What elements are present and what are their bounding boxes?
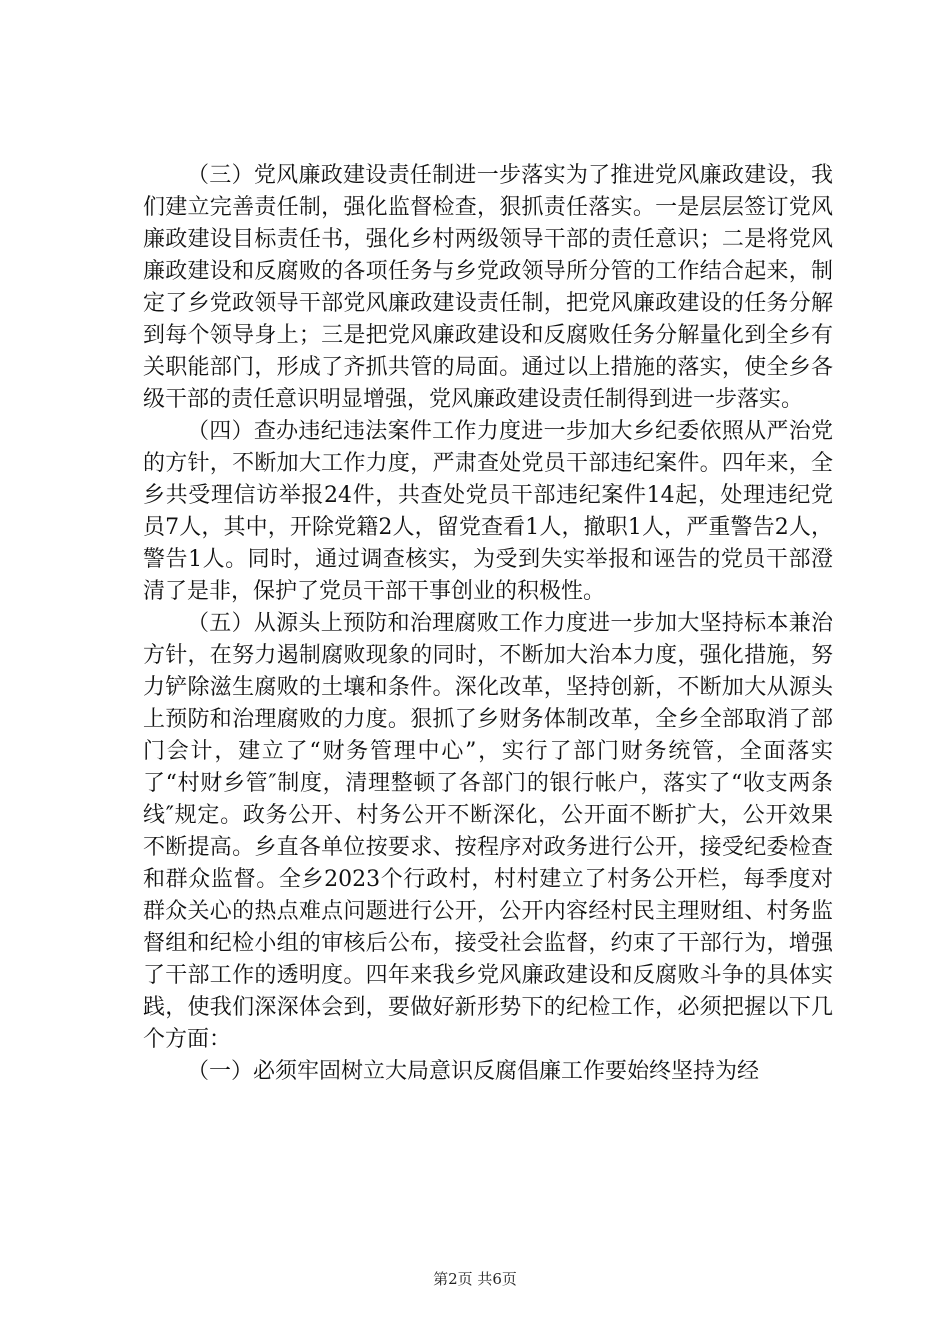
document-body [143, 160, 833, 1088]
paragraph-section-3: （三）党风廉政建设责任制进一步落实为了推进党风廉政建设，我们建立完善责任制，强化监督检查，狠抓责任落实。一是层层签订党风廉政建设目标责任书，强化乡村两级领导干部的责任意识；二是将党风廉政建设和反腐败的各项任务与乡党政领导所分管的工作结合起来，制定了乡党政领导干部党风廉政建设责任制，把党风廉政建设的任务分解到每个领导身上；三是把党风廉政建设和反腐败任务分解量化到全乡有关职能部门，形成了齐抓共管的局面。通过以上措施的落实，使全乡各级干部的责任意识明显增强，党风廉政建设责任制得到进一步落实。 [143, 163, 833, 412]
page-footer: 第2页 共6页 [433, 1270, 517, 1288]
paragraph-section-5: （五）从源头上预防和治理腐败工作力度进一步加大坚持标本兼治方针，在努力遏制腐败现象的同时，不断加大治本力度，强化措施，努力铲除滋生腐败的土壤和条件。深化改革，坚持创新，不断加大从源头上预防和治理腐败的力度。狠抓了乡财务体制改革，全乡全部取消了部门会计，建立了“财务管理中心”，实行了部门财务统管，全面落实了“村财乡管″制度，清理整顿了各部门的银行帐户，落实了“收支两条线″规定。政务公开、村务公开不断深化，公开面不断扩大，公开效果不断提高。乡直各单位按要求、按程序对政务进行公开，接受纪委检查和群众监督。全乡2023个行政村，村村建立了村务公开栏，每季度对群众关心的热点难点问题进行公开，公开内容经村民主理财组、村务监督组和纪检小组的审核后公布，接受社会监督，约束了干部行为，增强了干部工作的透明度。四年来我乡党风廉政建设和反腐败斗争的具体实践，使我们深深体会到，要做好新形势下的纪检工作，必须把握以下几个方面： [143, 611, 833, 1052]
paragraph-lesson-1: （一）必须牢固树立大局意识反腐倡廉工作要始终坚持为经 [187, 1059, 760, 1084]
paragraph-section-4: （四）查办违纪违法案件工作力度进一步加大乡纪委依照从严治党的方针，不断加大工作力度，严肃查处党员干部违纪案件。四年来，全乡共受理信访举报24件，共查处党员干部违纪案件14起，处理违纪党员7人，其中，开除党籍2人，留党查看1人，撤职1人，严重警告2人，警告1人。同时，通过调查核实，为受到失实举报和诬告的党员干部澄清了是非，保护了党员干部干事创业的积极性。 [143, 419, 833, 604]
